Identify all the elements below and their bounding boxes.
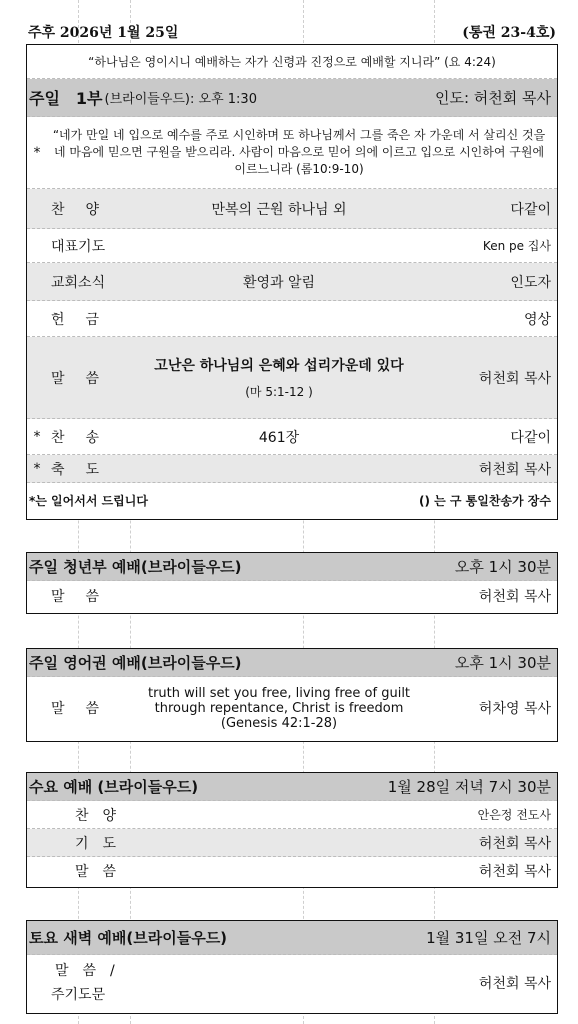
wednesday-person: 허천회 목사 — [478, 864, 551, 880]
youth-title-row — [27, 553, 557, 581]
wednesday-row — [27, 829, 557, 857]
hymn-note: () 는 구 통일찬송가 장수 — [418, 493, 551, 508]
order-person: Ken pe 집사 — [482, 239, 551, 253]
youth-person: 허천회 목사 — [478, 589, 551, 605]
order-person: 다같이 — [510, 429, 551, 446]
sermon-label: 말씀 — [51, 370, 121, 387]
top-verse: “하나님은 영이시니 예배하는 자가 신령과 진정으로 예배할 지니라” (요 4:24) — [88, 55, 496, 69]
wednesday-label: 말씀 — [75, 864, 131, 880]
saturday-service-box — [26, 920, 558, 1014]
order-row — [27, 419, 557, 455]
issue-number: (통권 23-4호) — [462, 25, 556, 41]
order-label: 헌금 — [51, 311, 121, 328]
english-title-row — [27, 649, 557, 677]
saturday-sermon-row — [27, 955, 557, 1011]
order-person: 영상 — [523, 311, 551, 328]
saturday-label-prayer: 주기도문 — [51, 987, 106, 1003]
service1-verse-row — [27, 117, 557, 189]
youth-service-box — [26, 552, 558, 614]
order-row — [27, 455, 557, 483]
saturday-person: 허천회 목사 — [478, 976, 551, 992]
service1-footer — [27, 483, 557, 517]
order-person: 인도자 — [510, 274, 551, 291]
service1-box — [26, 44, 558, 520]
sermon-reference: (마 5:1-12 ) — [245, 385, 313, 399]
sermon-person: 허천회 목사 — [478, 370, 551, 387]
youth-sermon-row — [27, 581, 557, 611]
wednesday-row — [27, 857, 557, 885]
order-content — [131, 301, 427, 336]
youth-title: 주일 청년부 예배(브라이들우드) — [29, 558, 242, 576]
service1-day: 주일 — [29, 89, 60, 108]
order-row — [27, 189, 557, 229]
wednesday-time: 1월 28일 저녁 7시 30분 — [387, 778, 551, 796]
wednesday-label: 기도 — [75, 835, 131, 852]
saturday-label-sermon: 말씀/ — [55, 963, 129, 979]
order-row — [27, 229, 557, 263]
wednesday-person: 안은정 전도사 — [477, 808, 551, 822]
english-time: 오후 1시 30분 — [454, 654, 551, 672]
standing-star: * — [33, 428, 41, 445]
wednesday-title: 수요 예배 (브라이들우드) — [29, 778, 199, 796]
order-label: 축도 — [51, 461, 121, 478]
english-person: 허차영 목사 — [478, 701, 551, 717]
sermon-title: 고난은 하나님의 은혜와 섭리가운데 있다 — [154, 358, 404, 374]
wednesday-label: 찬양 — [75, 807, 131, 824]
order-row — [27, 263, 557, 301]
order-label: 대표기도 — [51, 238, 106, 255]
bulletin-header — [26, 20, 558, 42]
order-content: 461장 — [258, 429, 300, 446]
saturday-title-row — [27, 921, 557, 955]
order-content: 만복의 근원 하나님 외 — [211, 201, 347, 218]
wednesday-title-row — [27, 773, 557, 801]
english-sermon-row — [27, 677, 557, 739]
order-content: 환영과 알림 — [242, 274, 316, 291]
wednesday-person: 허천회 목사 — [478, 835, 551, 852]
youth-time: 오후 1시 30분 — [454, 558, 551, 576]
order-person: 다같이 — [510, 201, 551, 218]
order-row — [27, 301, 557, 337]
order-content — [131, 455, 427, 482]
order-person: 허천회 목사 — [478, 461, 551, 478]
service1-location: (브라이들우드): 오후 1:30 — [104, 92, 257, 107]
order-label: 교회소식 — [51, 274, 106, 291]
service1-part: 1부 — [75, 89, 103, 108]
saturday-time: 1월 31일 오전 7시 — [426, 929, 551, 947]
wednesday-service-box — [26, 772, 558, 888]
bulletin-date: 주후 2026년 1월 25일 — [28, 25, 179, 41]
service1-leader: 인도: 허천회 목사 — [434, 89, 551, 107]
english-label: 말씀 — [51, 701, 121, 717]
order-content — [131, 229, 427, 262]
service1-title-row — [27, 79, 557, 117]
english-service-box — [26, 648, 558, 742]
order-label: 찬양 — [51, 201, 121, 218]
verse-star: * — [33, 144, 41, 161]
order-label: 찬송 — [51, 429, 121, 446]
youth-label: 말씀 — [51, 589, 121, 605]
top-verse-row — [27, 45, 557, 79]
standing-note: *는 일어서서 드립니다 — [29, 493, 148, 508]
service1-verse: “네가 만일 네 입으로 예수를 주로 시인하며 또 하나님께서 그를 죽은 자 가운데 서 살리신 것을 네 마음에 믿으면 구원을 받으리라. 사람이 마음으로 믿어 의에 이르고 입으로 시인하여 구원에 이르느니라 (롬10:9-10) — [52, 128, 546, 176]
standing-star: * — [33, 460, 41, 477]
english-title: 주일 영어권 예배(브라이들우드) — [29, 654, 242, 672]
english-sermon-title: truth will set you free, living free of guilt through repentance, Christ is freedom (Genesis 42:1-28) — [147, 685, 411, 731]
wednesday-row — [27, 801, 557, 829]
sermon-row — [27, 337, 557, 419]
saturday-title: 토요 새벽 예배(브라이들우드) — [29, 929, 228, 947]
